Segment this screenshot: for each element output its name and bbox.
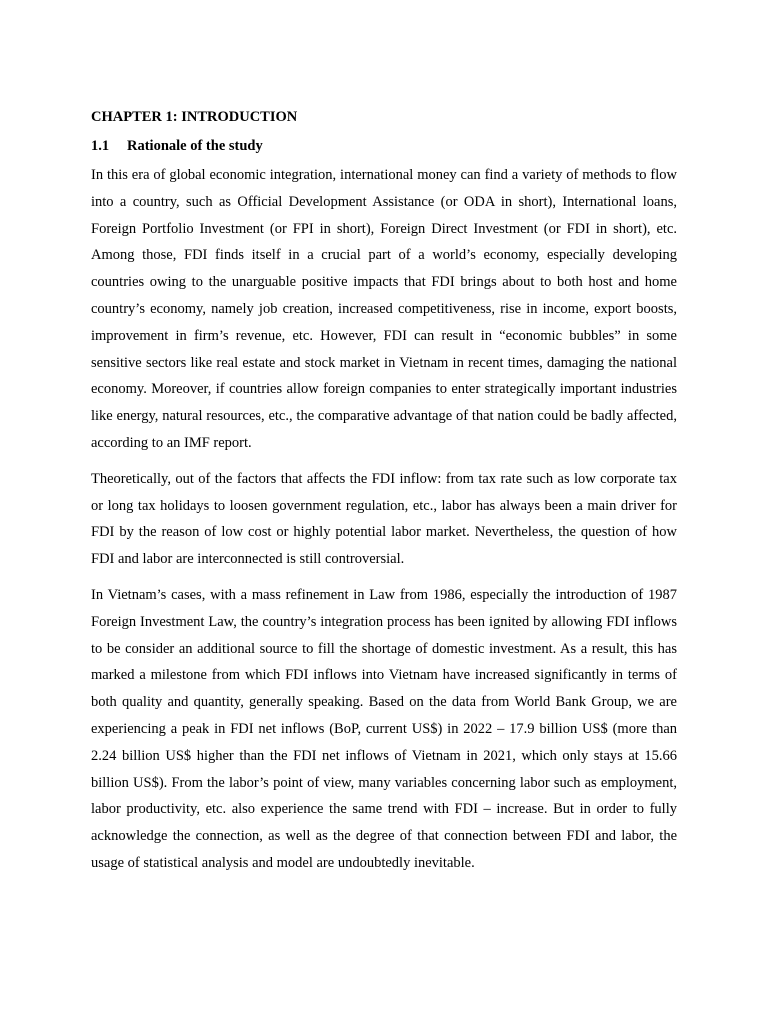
chapter-title: CHAPTER 1: INTRODUCTION — [91, 109, 298, 125]
section-number: 1.1 — [91, 138, 110, 154]
paragraph: In Vietnam’s cases, with a mass refinement in Law from 1986, especially the introduction of 1987 Foreign Investment Law, the country’s integration process has been ignited by allowing FDI inflows to be consider an additional source to fill the shortage of domestic investment. As a result, this has marked a milestone from which FDI inflows into Vietnam have increased significantly in terms of both quality and quantity, generally speaking. Based on the data from World Bank Group, we are experiencing a peak in FDI net inflows (BoP, current US$) in 2022 – 17.9 billion US$ (more than 2.24 billion US$ higher than the FDI net inflows of Vietnam in 2021, which only stays at 15.66 billion US$). From the labor’s point of view, many variables concerning labor such as employment, labor productivity, etc. also experience the same trend with FDI – increase. But in order to fully acknowledge the connection, as well as the degree of that connection between FDI and labor, the usage of statistical analysis and model are undoubtedly inevitable. — [91, 586, 677, 871]
document-page — [91, 107, 677, 886]
paragraph: Theoretically, out of the factors that affects the FDI inflow: from tax rate such as low corporate tax or long tax holidays to loosen government regulation, etc., labor has always been a main driver for FDI by the reason of low cost or highly potential labor market. Nevertheless, the question of how FDI and labor are interconnected is still controversial. — [91, 470, 677, 568]
section-title: Rationale of the study — [127, 138, 263, 154]
paragraph: In this era of global economic integration, international money can find a variety of methods to flow into a country, such as Official Development Assistance (or ODA in short), International loans, Foreign Portfolio Investment (or FPI in short), Foreign Direct Investment (or FDI in short), etc. Among those, FDI finds itself in a crucial part of a world’s economy, especially developing countries owing to the unarguable positive impacts that FDI brings about to both host and home country’s economy, namely job creation, increased competitiveness, rise in income, export boosts, improvement in firm’s revenue, etc. However, FDI can result in “economic bubbles” in some sensitive sectors like real estate and stock market in Vietnam in recent times, damaging the national economy. Moreover, if countries allow foreign companies to enter strategically important industries like energy, natural resources, etc., the comparative advantage of that nation could be badly affected, according to an IMF report. — [91, 167, 677, 451]
section-heading — [91, 136, 677, 156]
